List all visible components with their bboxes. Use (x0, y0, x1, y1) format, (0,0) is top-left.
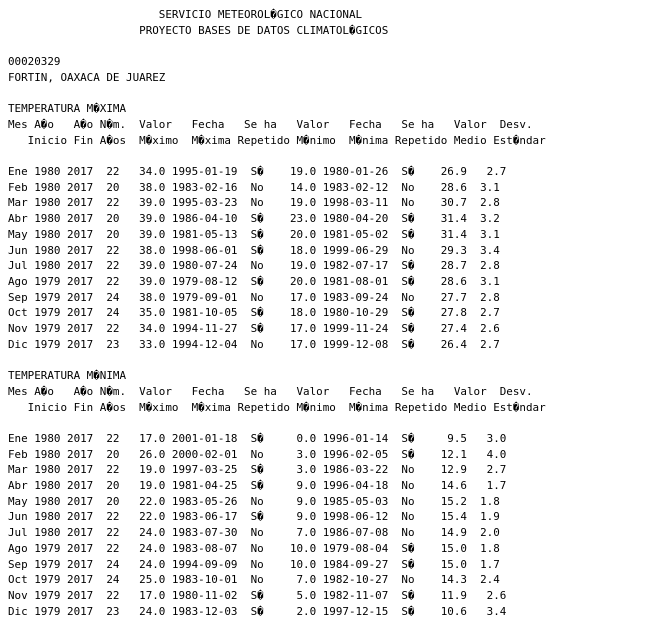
tmax-row-mar: Mar 1980 2017 22 39.0 1995-03-23 No 19.0 1998-03-11 No 30.7 2.8 (8, 196, 500, 210)
tmin-row-oct: Oct 1979 2017 24 25.0 1983-10-01 No 7.0 1982-10-27 No 14.3 2.4 (8, 573, 500, 587)
tmax-row-abr: Abr 1980 2017 20 39.0 1986-04-10 S� 23.0 1980-04-20 S� 31.4 3.2 (8, 212, 500, 226)
blank-line (8, 86, 638, 102)
tmin-row-may: May 1980 2017 20 22.0 1983-05-26 No 9.0 1985-05-03 No 15.2 1.8 (8, 494, 500, 508)
tmin-header-row-1: Mes A�o A�o N�m. Valor Fecha Se ha Valor Fecha Se ha Valor Desv. (8, 384, 533, 398)
tmax-row-ene: Ene 1980 2017 22 34.0 1995-01-19 S� 19.0 1980-01-26 S� 26.9 2.7 (8, 164, 507, 178)
tmin-row-ene: Ene 1980 2017 22 17.0 2001-01-18 S� 0.0 1996-01-14 S� 9.5 3.0 (8, 431, 507, 445)
tmax-row-dic: Dic 1979 2017 23 33.0 1994-12-04 No 17.0 1999-12-08 S� 26.4 2.7 (8, 337, 500, 351)
blank-line (8, 415, 638, 431)
tmin-row-mar: Mar 1980 2017 22 19.0 1997-03-25 S� 3.0 1986-03-22 No 12.9 2.7 (8, 463, 507, 477)
tmin-row-feb: Feb 1980 2017 20 26.0 2000-02-01 No 3.0 1996-02-05 S� 12.1 4.0 (8, 447, 507, 461)
tmin-row-sep: Sep 1979 2017 24 24.0 1994-09-09 No 10.0 1984-09-27 S� 15.0 1.7 (8, 557, 500, 571)
blank-line (8, 148, 638, 164)
tmin-row-nov: Nov 1979 2017 22 17.0 1980-11-02 S� 5.0 1982-11-07 S� 11.9 2.6 (8, 588, 507, 602)
station-id: 00020329 (8, 55, 61, 69)
tmax-row-may: May 1980 2017 20 39.0 1981-05-13 S� 20.0 1981-05-02 S� 31.4 3.1 (8, 227, 500, 241)
tmax-row-feb: Feb 1980 2017 20 38.0 1983-02-16 No 14.0 1983-02-12 No 28.6 3.1 (8, 180, 500, 194)
tmin-row-jun: Jun 1980 2017 22 22.0 1983-06-17 S� 9.0 1998-06-12 No 15.4 1.9 (8, 510, 500, 524)
tmax-section (8, 101, 638, 352)
tmin-title: TEMPERATURA M�NIMA (8, 369, 127, 383)
tmin-row-ago: Ago 1979 2017 22 24.0 1983-08-07 No 10.0 1979-08-04 S� 15.0 1.8 (8, 541, 500, 555)
project-title: PROYECTO BASES DE DATOS CLIMATOL�GICOS (8, 23, 389, 37)
tmax-header-row-2: Inicio Fin A�os M�ximo M�xima Repetido M�nimo M�nima Repetido Medio Est�ndar (8, 133, 546, 147)
tmax-header-row-1: Mes A�o A�o N�m. Valor Fecha Se ha Valor Fecha Se ha Valor Desv. (8, 117, 533, 131)
blank-line (8, 38, 638, 54)
tmax-row-ago: Ago 1979 2017 22 39.0 1979-08-12 S� 20.0 1981-08-01 S� 28.6 3.1 (8, 274, 500, 288)
tmax-title: TEMPERATURA M�XIMA (8, 102, 127, 116)
tmin-section (8, 368, 638, 619)
tmin-row-dic: Dic 1979 2017 23 24.0 1983-12-03 S� 2.0 1997-12-15 S� 10.6 3.4 (8, 604, 507, 618)
blank-line (8, 352, 638, 368)
tmax-row-nov: Nov 1979 2017 22 34.0 1994-11-27 S� 17.0 1999-11-24 S� 27.4 2.6 (8, 322, 500, 336)
tmax-row-jul: Jul 1980 2017 22 39.0 1980-07-24 No 19.0 1982-07-17 S� 28.7 2.8 (8, 259, 500, 273)
climate-report (8, 7, 638, 619)
station-name: FORTIN, OAXACA DE JUAREZ (8, 70, 166, 84)
tmax-row-jun: Jun 1980 2017 22 38.0 1998-06-01 S� 18.0 1999-06-29 No 29.3 3.4 (8, 243, 500, 257)
tmax-row-oct: Oct 1979 2017 24 35.0 1981-10-05 S� 18.0 1980-10-29 S� 27.8 2.7 (8, 306, 500, 320)
tmin-row-jul: Jul 1980 2017 22 24.0 1983-07-30 No 7.0 1986-07-08 No 14.9 2.0 (8, 526, 500, 540)
tmin-header-row-2: Inicio Fin A�os M�ximo M�xima Repetido M�nimo M�nima Repetido Medio Est�ndar (8, 400, 546, 414)
tmax-row-sep: Sep 1979 2017 24 38.0 1979-09-01 No 17.0 1983-09-24 No 27.7 2.8 (8, 290, 500, 304)
tmin-row-abr: Abr 1980 2017 20 19.0 1981-04-25 S� 9.0 1996-04-18 No 14.6 1.7 (8, 479, 507, 493)
agency-title: SERVICIO METEOROL�GICO NACIONAL (8, 8, 363, 21)
